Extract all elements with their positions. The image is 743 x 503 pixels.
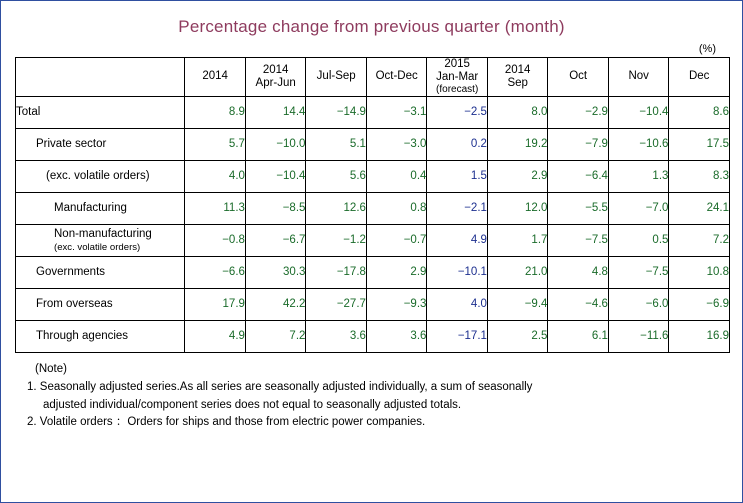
cell-value: 3.6 [366, 320, 427, 352]
cell-value: −17.1 [427, 320, 488, 352]
cell-value: 12.6 [306, 192, 367, 224]
header-line1: Jul-Sep [316, 70, 356, 83]
header-line2: Jan-Mar [436, 71, 479, 84]
header-cell-oct [548, 58, 609, 97]
header-cell-2014-annual [185, 58, 246, 97]
header-line1: 2014 [202, 70, 228, 83]
header-cell-apr-jun [245, 58, 306, 97]
cell-value: 14.4 [245, 96, 306, 128]
notes-heading: (Note) [35, 362, 67, 375]
cell-value: −7.5 [548, 224, 609, 256]
header-line1: Dec [688, 70, 710, 83]
cell-value: −2.1 [427, 192, 488, 224]
table-body [16, 96, 730, 352]
cell-value: 4.0 [427, 288, 488, 320]
cell-value: −9.4 [487, 288, 548, 320]
cell-value: 4.9 [427, 224, 488, 256]
cell-value: −3.1 [366, 96, 427, 128]
row-label-governments: Governments [16, 256, 185, 288]
note-item-1-cont: adjusted individual/component series does not equal to seasonally adjusted totals. [43, 398, 462, 411]
header-line2: Sep [507, 76, 528, 89]
cell-value: −6.7 [245, 224, 306, 256]
cell-value: −6.0 [608, 288, 669, 320]
table-row [16, 128, 730, 160]
cell-value: 19.2 [487, 128, 548, 160]
cell-value: −9.3 [366, 288, 427, 320]
cell-value: 0.4 [366, 160, 427, 192]
row-label-private-sector: Private sector [16, 128, 185, 160]
cell-value: −10.1 [427, 256, 488, 288]
table-row [16, 224, 730, 256]
cell-value: 0.8 [366, 192, 427, 224]
cell-value: 7.2 [669, 224, 730, 256]
cell-value: 4.8 [548, 256, 609, 288]
row-label-from-overseas: From overseas [16, 288, 185, 320]
cell-value: −1.2 [306, 224, 367, 256]
row-label-exc-volatile-orders: (exc. volatile orders) [16, 160, 185, 192]
cell-value: −10.4 [245, 160, 306, 192]
cell-value: 8.9 [185, 96, 246, 128]
header-cell-dec [669, 58, 730, 97]
row-label-line1: Non-manufacturing [54, 227, 152, 240]
table-header [16, 58, 730, 97]
cell-value: 2.5 [487, 320, 548, 352]
header-cell-jul-sep [306, 58, 367, 97]
note-text-line1: Seasonally adjusted series.As all series are seasonally adjusted individually, a sum of seasonally [39, 380, 533, 393]
cell-value: 10.8 [669, 256, 730, 288]
cell-value: −2.5 [427, 96, 488, 128]
cell-value: 11.3 [185, 192, 246, 224]
header-line1: 2014 [262, 63, 289, 76]
cell-value: −10.0 [245, 128, 306, 160]
cell-value: 16.9 [669, 320, 730, 352]
header-row [16, 58, 730, 97]
cell-value: 7.2 [245, 320, 306, 352]
cell-value: −0.8 [185, 224, 246, 256]
unit-label: (%) [698, 43, 716, 55]
cell-value: 17.5 [669, 128, 730, 160]
header-line3: (forecast) [436, 84, 479, 96]
cell-value: −10.6 [608, 128, 669, 160]
table-row [16, 288, 730, 320]
cell-value: 1.3 [608, 160, 669, 192]
table-row [16, 256, 730, 288]
data-table [15, 57, 730, 353]
table-container [1, 57, 742, 353]
cell-value: −8.5 [245, 192, 306, 224]
cell-value: 8.6 [669, 96, 730, 128]
header-line1: Oct-Dec [375, 70, 418, 83]
cell-value: −10.4 [608, 96, 669, 128]
cell-value: −27.7 [306, 288, 367, 320]
table-row [16, 96, 730, 128]
cell-value: −6.9 [669, 288, 730, 320]
note-text-line1: Volatile orders ：Orders for ships and those from electric power companies. [39, 416, 426, 429]
cell-value: 5.7 [185, 128, 246, 160]
row-label-non-manufacturing [16, 224, 185, 256]
header-line1: 2014 [504, 63, 531, 76]
header-line1: 2015 [444, 58, 470, 70]
cell-value: −4.6 [548, 288, 609, 320]
table-row [16, 160, 730, 192]
cell-value: 4.9 [185, 320, 246, 352]
cell-value: 1.7 [487, 224, 548, 256]
cell-value: −3.0 [366, 128, 427, 160]
header-line2: Apr-Jun [255, 76, 296, 89]
cell-value: 42.2 [245, 288, 306, 320]
cell-value: −2.9 [548, 96, 609, 128]
cell-value: 0.2 [427, 128, 488, 160]
cell-value: 17.9 [185, 288, 246, 320]
cell-value: 5.6 [306, 160, 367, 192]
note-number: 2. [27, 416, 37, 429]
header-cell-jan-mar-forecast [427, 58, 488, 97]
note-number: 1. [27, 380, 37, 393]
cell-value: 24.1 [669, 192, 730, 224]
cell-value: 8.0 [487, 96, 548, 128]
cell-value: −6.4 [548, 160, 609, 192]
cell-value: −6.6 [185, 256, 246, 288]
cell-value: 5.1 [306, 128, 367, 160]
cell-value: −14.9 [306, 96, 367, 128]
header-cell-nov [608, 58, 669, 97]
cell-value: 21.0 [487, 256, 548, 288]
table-row [16, 192, 730, 224]
row-label-total: Total [16, 96, 185, 128]
cell-value: −11.6 [608, 320, 669, 352]
page-title: Percentage change from previous quarter (month) [178, 17, 565, 36]
cell-value: 6.1 [548, 320, 609, 352]
cell-value: 30.3 [245, 256, 306, 288]
header-cell-sep [487, 58, 548, 97]
cell-value: 4.0 [185, 160, 246, 192]
header-cell-oct-dec [366, 58, 427, 97]
note-item-2 [27, 414, 742, 432]
row-label-manufacturing: Manufacturing [16, 192, 185, 224]
cell-value: 8.3 [669, 160, 730, 192]
cell-value: 2.9 [487, 160, 548, 192]
cell-value: −7.0 [608, 192, 669, 224]
cell-value: 3.6 [306, 320, 367, 352]
table-row [16, 320, 730, 352]
notes-section [1, 353, 742, 432]
cell-value: −0.7 [366, 224, 427, 256]
cell-value: 0.5 [608, 224, 669, 256]
row-label-line2: (exc. volatile orders) [54, 242, 141, 254]
cell-value: −5.5 [548, 192, 609, 224]
note-item-1 [27, 379, 742, 397]
cell-value: 12.0 [487, 192, 548, 224]
cell-value: −7.9 [548, 128, 609, 160]
cell-value: −7.5 [608, 256, 669, 288]
cell-value: 2.9 [366, 256, 427, 288]
cell-value: −17.8 [306, 256, 367, 288]
header-line1: Nov [628, 70, 649, 83]
cell-value: 1.5 [427, 160, 488, 192]
header-line1: Oct [569, 70, 588, 83]
header-cell-corner [16, 58, 185, 97]
row-label-through-agencies: Through agencies [16, 320, 185, 352]
